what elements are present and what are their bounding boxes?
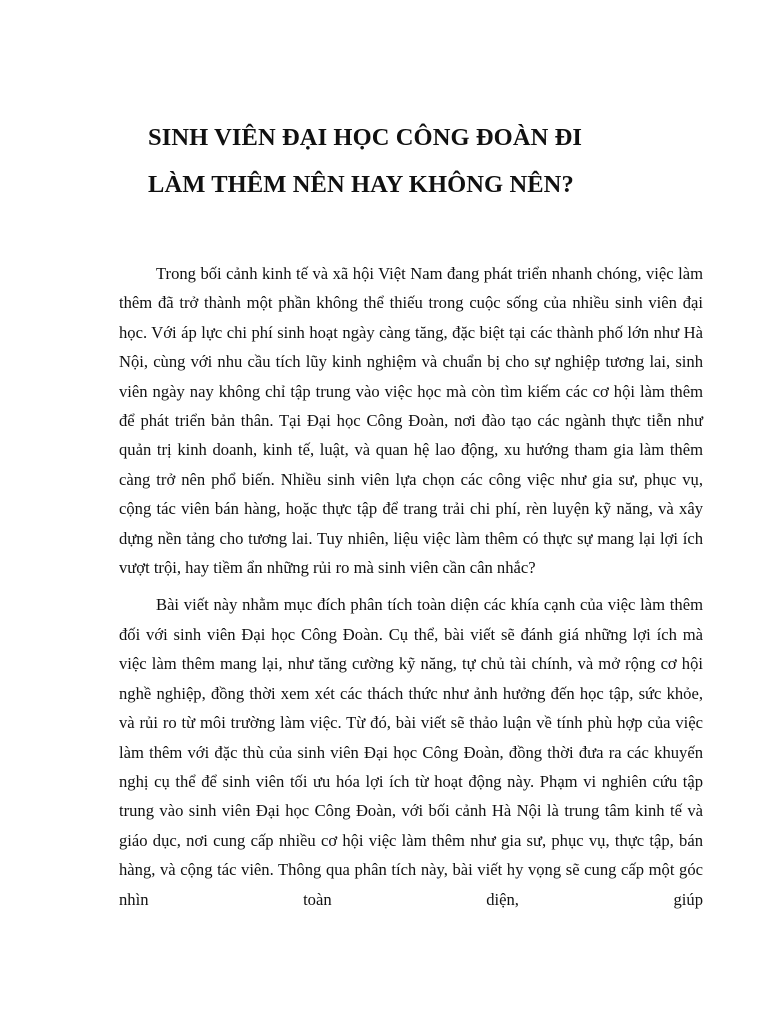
document-body — [119, 259, 703, 922]
document-title — [148, 114, 688, 208]
paragraph-1: Trong bối cảnh kinh tế và xã hội Việt Nam đang phát triển nhanh chóng, việc làm thêm đã trở thành một phần không thể thiếu trong cuộc sống của nhiều sinh viên đại học. Với áp lực chi phí sinh hoạt ngày càng tăng, đặc biệt tại các thành phố lớn như Hà Nội, cùng với nhu cầu tích lũy kinh nghiệm và chuẩn bị cho sự nghiệp tương lai, sinh viên ngày nay không chỉ tập trung vào việc học mà còn tìm kiếm các cơ hội làm thêm để phát triển bản thân. Tại Đại học Công Đoàn, nơi đào tạo các ngành thực tiễn như quản trị kinh doanh, kinh tế, luật, và quan hệ lao động, xu hướng tham gia làm thêm càng trở nên phổ biến. Nhiều sinh viên lựa chọn các công việc như gia sư, phục vụ, cộng tác viên bán hàng, hoặc thực tập để trang trải chi phí, rèn luyện kỹ năng, và xây dựng nền tảng cho tương lai. Tuy nhiên, liệu việc làm thêm có thực sự mang lại lợi ích vượt trội, hay tiềm ẩn những rủi ro mà sinh viên cần cân nhắc? — [119, 264, 703, 578]
title-line-2: LÀM THÊM NÊN HAY KHÔNG NÊN? — [148, 171, 574, 198]
paragraph-2: Bài viết này nhằm mục đích phân tích toàn diện các khía cạnh của việc làm thêm đối với sinh viên Đại học Công Đoàn. Cụ thể, bài viết sẽ đánh giá những lợi ích mà việc làm thêm mang lại, như tăng cường kỹ năng, tự chủ tài chính, và mở rộng cơ hội nghề nghiệp, đồng thời xem xét các thách thức như ảnh hưởng đến học tập, sức khỏe, và rủi ro từ môi trường làm việc. Từ đó, bài viết sẽ thảo luận về tính phù hợp của việc làm thêm với đặc thù của sinh viên Đại học Công Đoàn, đồng thời đưa ra các khuyến nghị cụ thể để sinh viên tối ưu hóa lợi ích từ hoạt động này. Phạm vi nghiên cứu tập trung vào sinh viên Đại học Công Đoàn, với bối cảnh Hà Nội là trung tâm kinh tế và giáo dục, nơi cung cấp nhiều cơ hội việc làm thêm như gia sư, phục vụ, thực tập, bán hàng, và cộng tác viên. Thông qua phân tích này, bài viết hy vọng sẽ cung cấp một góc nhìn toàn diện, giúp — [119, 595, 703, 909]
title-line-1: SINH VIÊN ĐẠI HỌC CÔNG ĐOÀN ĐI — [148, 124, 583, 151]
